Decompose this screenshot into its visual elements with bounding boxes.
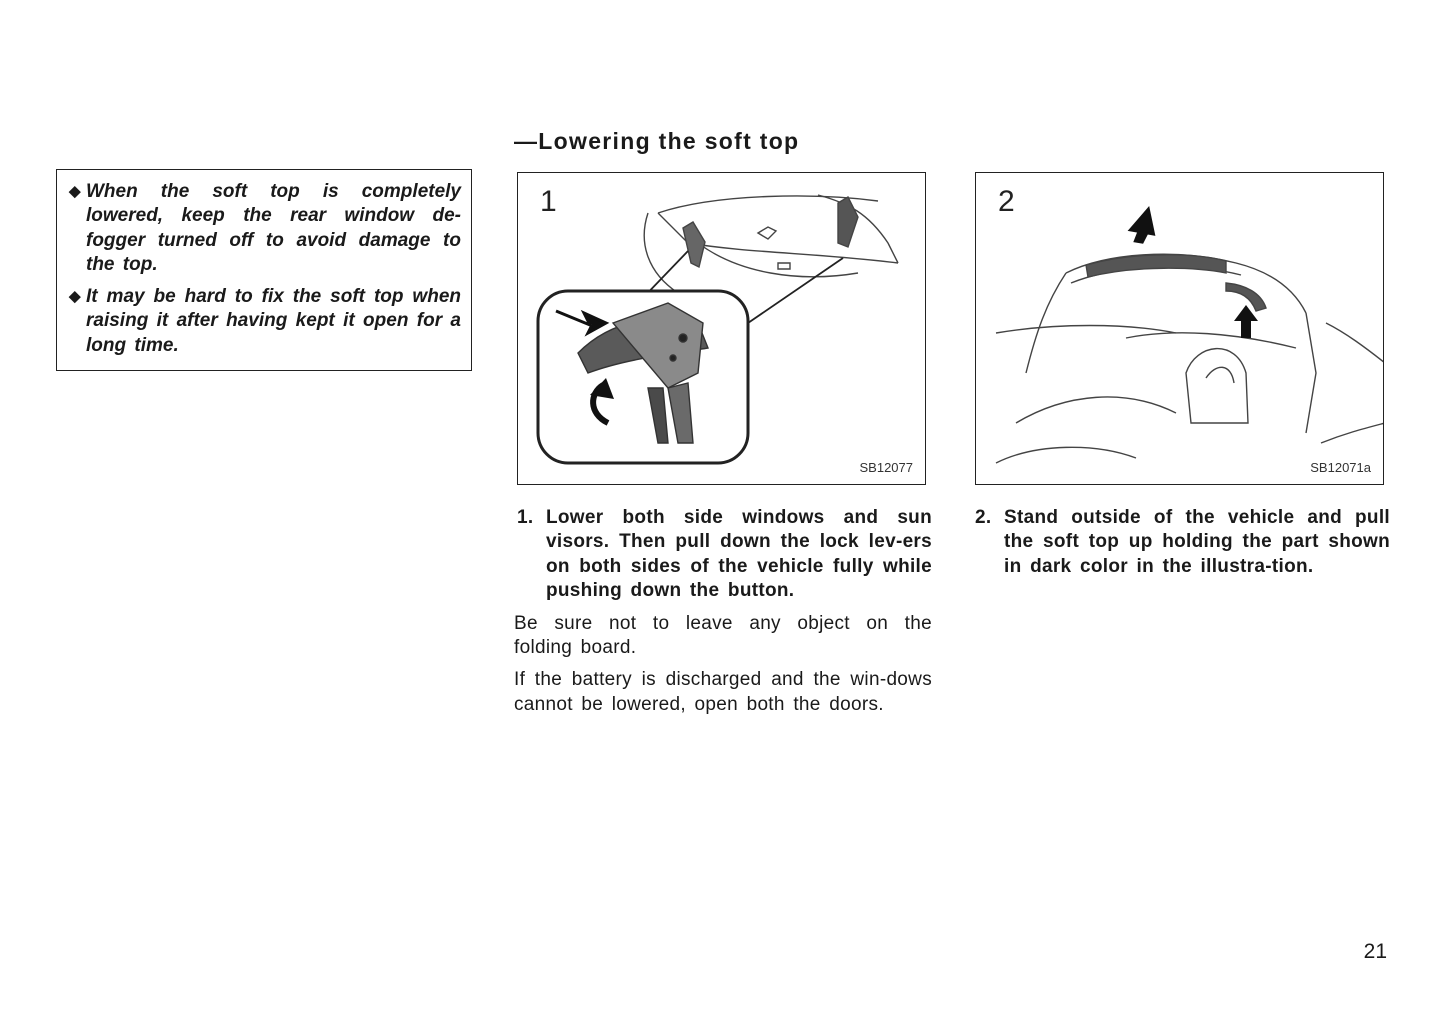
- step-number: 2.: [975, 507, 992, 528]
- step-item: [972, 506, 1390, 579]
- figure-number: 1: [540, 185, 557, 218]
- diamond-bullet-icon: ◆: [69, 183, 81, 200]
- section-title: —Lowering the soft top: [514, 128, 800, 154]
- figure-2-raise-soft-top: [975, 172, 1384, 485]
- note-text: It may be hard to fix the soft top when raising it after having kept it open for a long time.: [86, 286, 461, 356]
- lock-lever-illustration-icon: [518, 173, 926, 485]
- note-item: [69, 285, 461, 358]
- note-text: When the soft top is completely lowered, keep the rear window de-fogger turned off to avoid damage to the top.: [86, 181, 461, 275]
- figure-code: SB12077: [859, 460, 913, 475]
- caution-note-box: [56, 169, 472, 371]
- paragraph: If the battery is discharged and the win-dows cannot be lowered, open both the doors.: [514, 669, 932, 715]
- page-number: 21: [1363, 940, 1387, 963]
- figure-number: 2: [998, 185, 1015, 218]
- step-number: 1.: [517, 507, 534, 528]
- figure-code: SB12071a: [1310, 460, 1371, 475]
- diamond-bullet-icon: ◆: [69, 288, 81, 306]
- step-1-block: [514, 506, 932, 717]
- step-2-block: [972, 506, 1390, 579]
- paragraph: Be sure not to leave any object on the folding board.: [514, 612, 932, 659]
- step-item: [514, 506, 932, 604]
- note-item: [69, 180, 461, 277]
- step-text: Stand outside of the vehicle and pull the soft top up holding the part shown in dark color in the illustra-tion.: [1004, 507, 1390, 577]
- step-text: Lower both side windows and sun visors. Then pull down the lock lev-ers on both sides of the vehicle fully while pushing down the button.: [546, 507, 932, 602]
- figure-1-lock-lever: [517, 172, 926, 485]
- soft-top-illustration-icon: [976, 173, 1384, 485]
